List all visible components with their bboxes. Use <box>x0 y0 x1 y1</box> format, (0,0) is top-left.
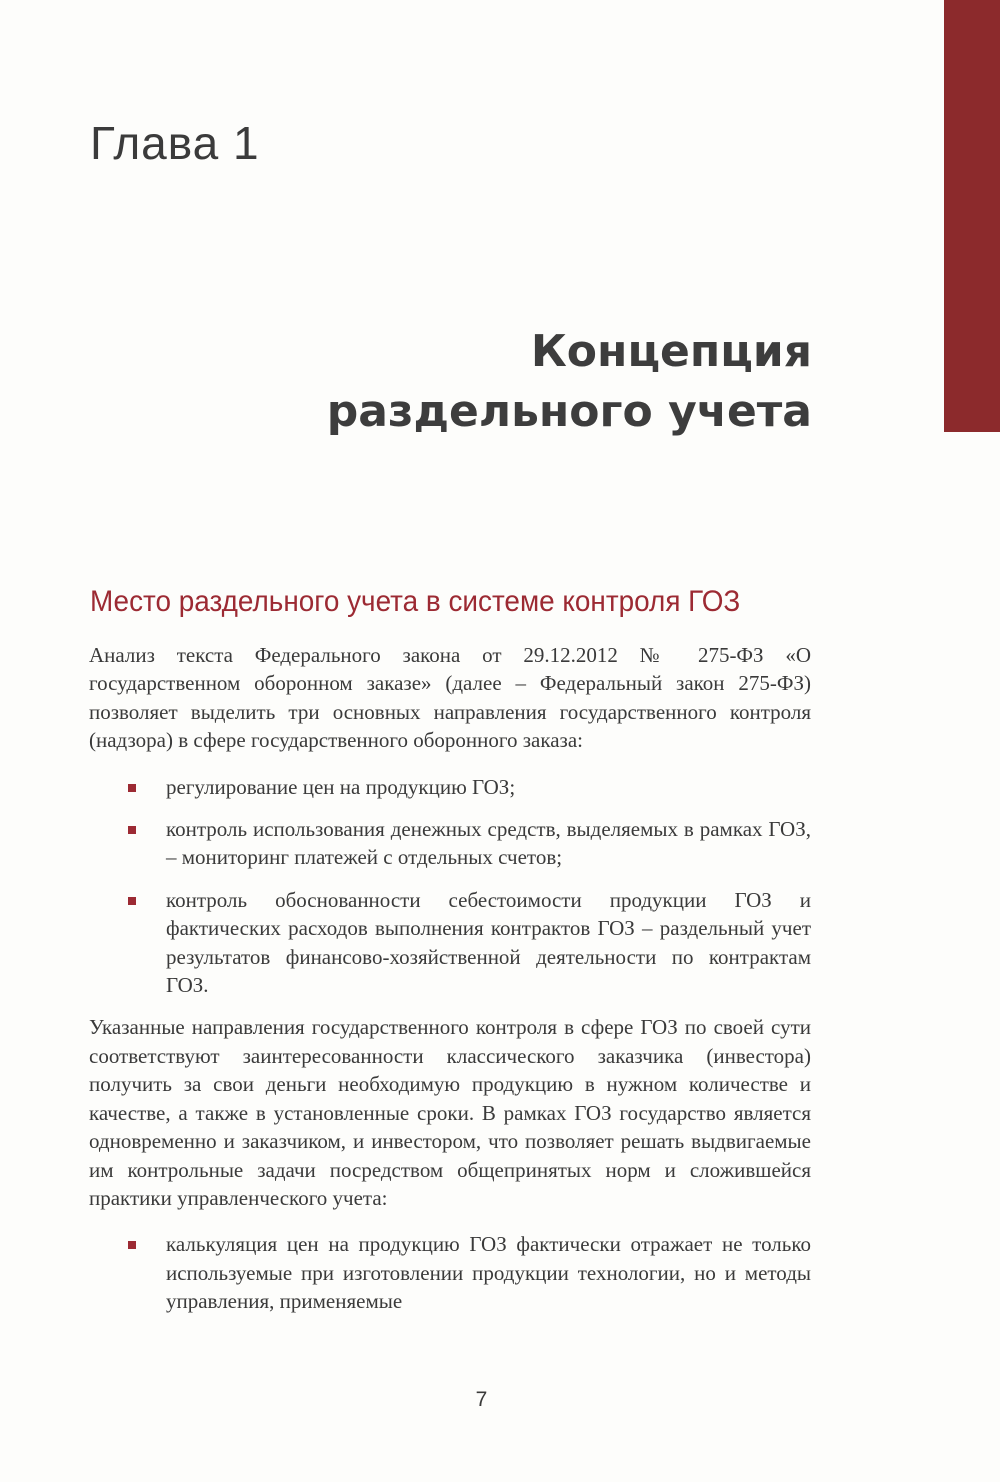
chapter-title-line-1: Концепция <box>530 326 812 377</box>
list-item-text: регулирование цен на продукцию ГОЗ; <box>166 774 516 799</box>
bullet-icon <box>128 897 136 905</box>
chapter-title <box>327 322 812 442</box>
paragraph: Указанные направления государственного контроля в сфере ГОЗ по своей сути соответствуют заинтересованности классического заказчика (инвестора) получить за свои деньги необходимую продукцию в нужном количестве и качестве, а также в установленные сроки. В рамках ГОЗ государство является одновременно и заказчиком, и инвестором, что позволяет решать выдвигаемые им контрольные задачи посредством общепринятых норм и сложившейся практики управленческого учета: <box>89 1015 811 1210</box>
section-title: Место раздельного учета в системе контроля ГОЗ <box>90 585 741 618</box>
bullet-list <box>89 1230 811 1315</box>
chapter-title-line-2: раздельного учета <box>326 386 812 437</box>
bullet-icon <box>128 784 136 792</box>
bullet-icon <box>128 1241 136 1249</box>
list-item <box>89 886 811 1000</box>
page-number: 7 <box>475 1388 488 1411</box>
chapter-edge-tab <box>944 0 1000 432</box>
chapter-label: Глава 1 <box>90 117 260 169</box>
list-item-text: контроль обоснованности себестоимости продукции ГОЗ и фактических расходов выполнения контрактов ГОЗ – раздельный учет результатов финансово-хозяйственной деятельности по контрактам ГОЗ. <box>166 887 811 998</box>
list-item <box>89 1230 811 1315</box>
list-item <box>89 773 811 801</box>
bullet-icon <box>128 826 136 834</box>
list-item-text: калькуляция цен на продукцию ГОЗ фактически отражает не только используемые при изготовлении продукции технологии, но и методы управления, применяемые <box>166 1232 811 1314</box>
list-item <box>89 815 811 872</box>
bullet-list <box>89 773 811 1000</box>
body-text <box>89 641 811 1316</box>
list-item-text: контроль использования денежных средств, выделяемых в рамках ГОЗ, – мониторинг платежей с отдельных счетов; <box>166 817 811 870</box>
paragraph: Анализ текста Федерального закона от 29.12.2012 № 275-ФЗ «О государственном оборонном заказе» (далее – Федеральный закон 275-ФЗ) позволяет выделить три основных направления государственного контроля (надзора) в сфере государственного оборонного заказа: <box>89 643 811 753</box>
